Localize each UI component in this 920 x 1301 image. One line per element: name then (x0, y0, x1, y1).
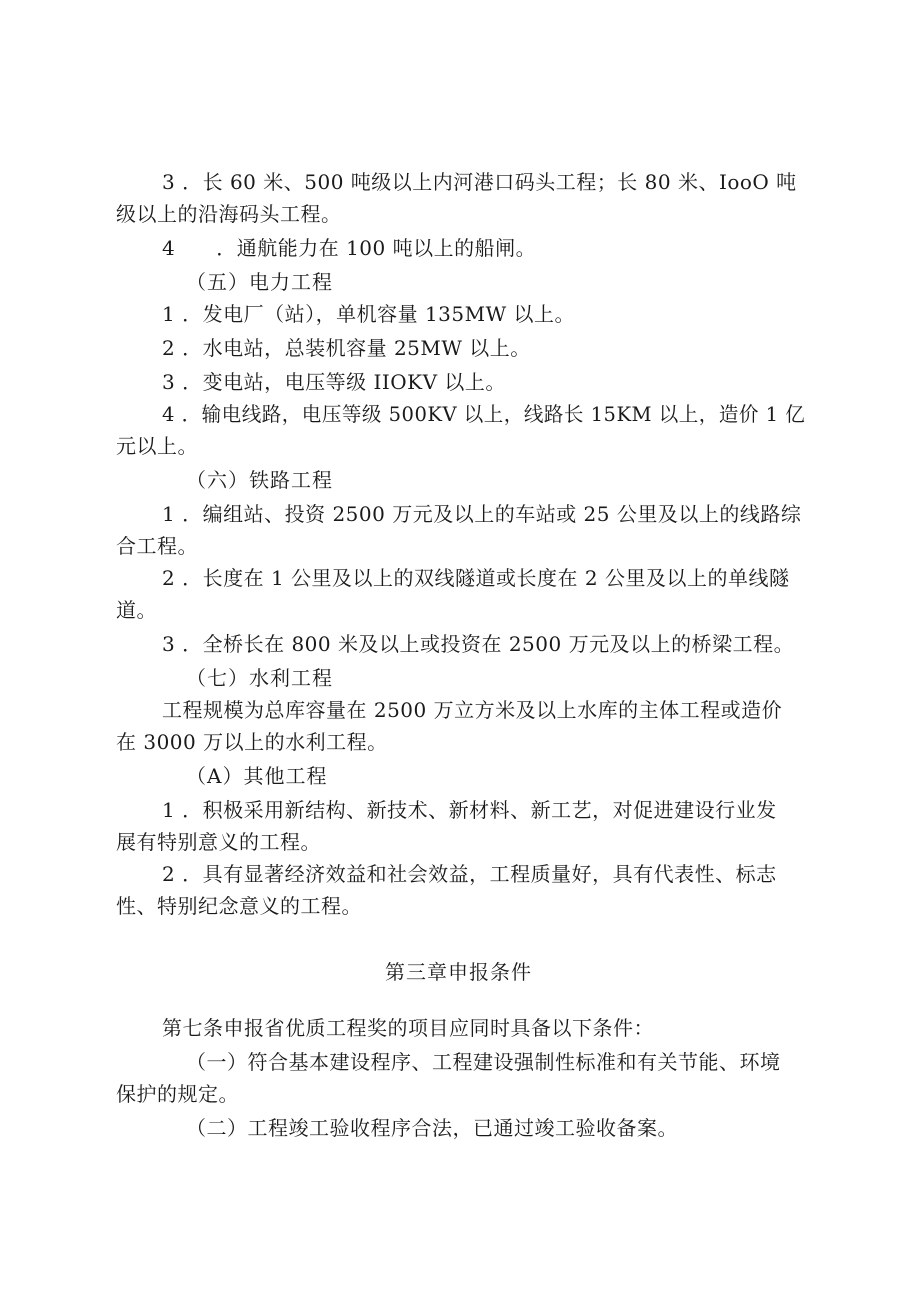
condition-item-continuation: 保护的规定。 (116, 1082, 239, 1106)
section-heading-power: （五）电力工程 (186, 270, 333, 294)
paragraph-line: 在 3000 万以上的水利工程。 (116, 730, 388, 754)
list-item: 3 ．全桥长在 800 米及以上或投资在 2500 万元及以上的桥梁工程。 (162, 632, 795, 656)
list-item: 2 ．水电站，总装机容量 25MW 以上。 (162, 336, 531, 360)
section-heading-other: （A）其他工程 (186, 764, 328, 788)
list-item: 3 ．变电站，电压等级 IIOKV 以上。 (162, 370, 506, 394)
article-heading: 第七条申报省优质工程奖的项目应同时具备以下条件： (162, 1016, 654, 1040)
paragraph-line: 级以上的沿海码头工程。 (116, 202, 342, 226)
paragraph-line: 3 ．长 60 米、500 吨级以上内河港口码头工程；长 80 米、IooO 吨 (162, 170, 797, 194)
list-item: 1 ．发电厂（站），单机容量 135MW 以上。 (162, 302, 576, 326)
list-item: 1 ．积极采用新结构、新技术、新材料、新工艺，对促进建设行业发 (162, 798, 777, 822)
chapter-title: 第三章申报条件 (385, 960, 532, 984)
list-item-continuation: 道。 (116, 598, 157, 622)
paragraph-line: 4 ．通航能力在 100 吨以上的船闸。 (162, 236, 537, 260)
condition-item: （一）符合基本建设程序、工程建设强制性标准和有关节能、环境 (186, 1050, 781, 1074)
section-heading-water: （七）水利工程 (186, 666, 333, 690)
list-item-continuation: 展有特别意义的工程。 (116, 830, 321, 854)
condition-item: （二）工程竣工验收程序合法，已通过竣工验收备案。 (186, 1116, 678, 1140)
list-item-continuation: 性、特别纪念意义的工程。 (116, 894, 362, 918)
list-item: 2 ．具有显著经济效益和社会效益，工程质量好，具有代表性、标志 (162, 862, 777, 886)
list-item: 4 ．输电线路，电压等级 500KV 以上，线路长 15KM 以上，造价 1 亿 (162, 402, 806, 426)
list-item: 2 ．长度在 1 公里及以上的双线隧道或长度在 2 公里及以上的单线隧 (162, 566, 790, 590)
section-heading-railway: （六）铁路工程 (186, 468, 333, 492)
list-item-continuation: 合工程。 (116, 534, 198, 558)
paragraph-line: 工程规模为总库容量在 2500 万立方米及以上水库的主体工程或造价 (162, 698, 783, 722)
list-item: 1 ．编组站、投资 2500 万元及以上的车站或 25 公里及以上的线路综 (162, 502, 802, 526)
list-item-continuation: 元以上。 (116, 434, 198, 458)
